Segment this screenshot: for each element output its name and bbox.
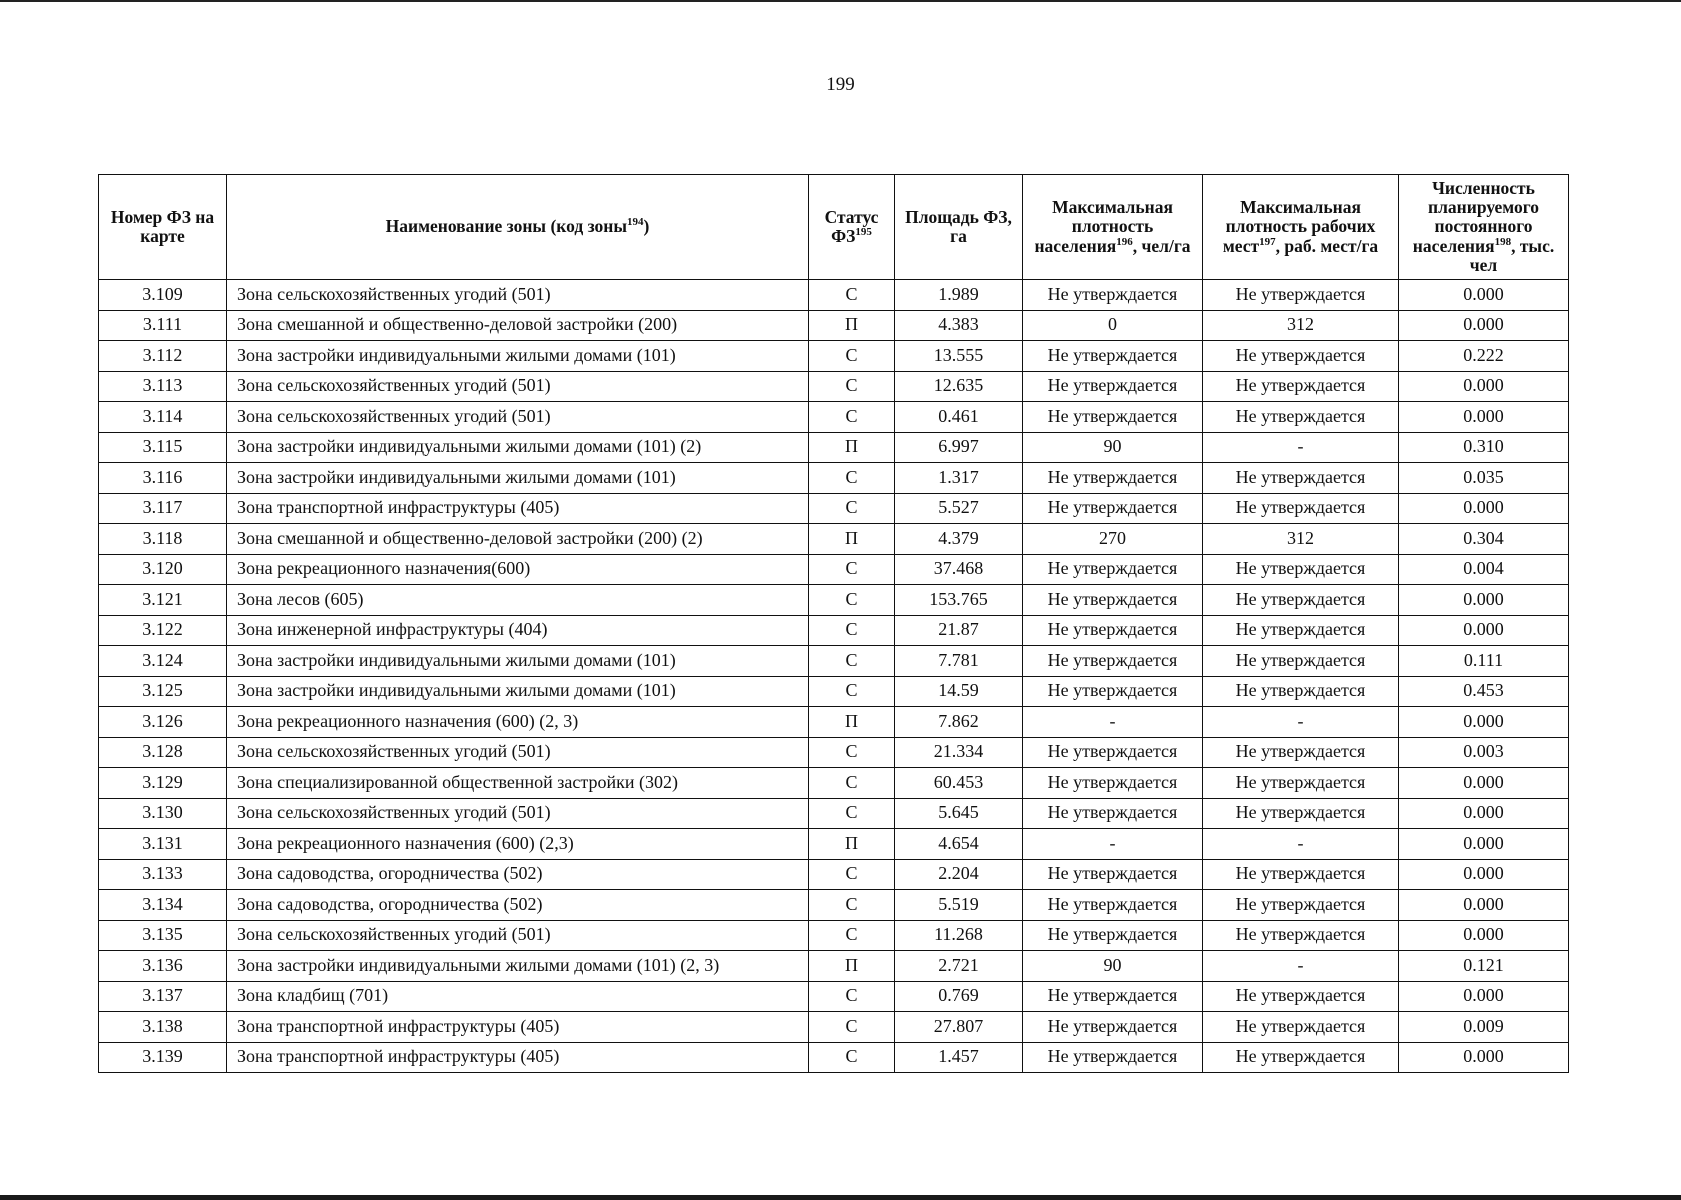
cell-population: 0.304 xyxy=(1399,524,1569,555)
cell-status: С xyxy=(809,1012,895,1043)
table-row xyxy=(99,280,1569,311)
cell-population: 0.009 xyxy=(1399,1012,1569,1043)
cell-name: Зона кладбищ (701) xyxy=(227,981,809,1012)
cell-name: Зона транспортной инфраструктуры (405) xyxy=(227,1042,809,1073)
cell-area: 4.379 xyxy=(895,524,1023,555)
cell-status: С xyxy=(809,981,895,1012)
cell-area: 5.645 xyxy=(895,798,1023,829)
cell-area: 37.468 xyxy=(895,554,1023,585)
cell-status: С xyxy=(809,615,895,646)
cell-pop-density: Не утверждается xyxy=(1023,981,1203,1012)
cell-name: Зона лесов (605) xyxy=(227,585,809,616)
cell-name: Зона сельскохозяйственных угодий (501) xyxy=(227,737,809,768)
cell-population: 0.111 xyxy=(1399,646,1569,677)
cell-pop-density: Не утверждается xyxy=(1023,1012,1203,1043)
cell-status: С xyxy=(809,554,895,585)
cell-job-density: - xyxy=(1203,951,1399,982)
table-row xyxy=(99,1042,1569,1073)
scan-edge-bottom xyxy=(0,1195,1681,1200)
header-status: Статус ФЗ$^{195}$ xyxy=(809,175,895,280)
table-row xyxy=(99,402,1569,433)
cell-status: П xyxy=(809,310,895,341)
cell-pop-density: Не утверждается xyxy=(1023,402,1203,433)
table-row xyxy=(99,585,1569,616)
cell-pop-density: Не утверждается xyxy=(1023,920,1203,951)
cell-status: П xyxy=(809,707,895,738)
cell-job-density: 312 xyxy=(1203,524,1399,555)
cell-population: 0.310 xyxy=(1399,432,1569,463)
cell-population: 0.000 xyxy=(1399,615,1569,646)
cell-population: 0.000 xyxy=(1399,981,1569,1012)
cell-number: 3.129 xyxy=(99,768,227,799)
cell-area: 14.59 xyxy=(895,676,1023,707)
cell-name: Зона сельскохозяйственных угодий (501) xyxy=(227,371,809,402)
cell-area: 2.721 xyxy=(895,951,1023,982)
cell-area: 21.334 xyxy=(895,737,1023,768)
cell-population: 0.000 xyxy=(1399,829,1569,860)
cell-number: 3.115 xyxy=(99,432,227,463)
table-row xyxy=(99,951,1569,982)
header-area: Площадь ФЗ, га xyxy=(895,175,1023,280)
table-row xyxy=(99,920,1569,951)
cell-pop-density: 0 xyxy=(1023,310,1203,341)
cell-area: 5.527 xyxy=(895,493,1023,524)
cell-status: С xyxy=(809,402,895,433)
cell-number: 3.134 xyxy=(99,890,227,921)
cell-job-density: Не утверждается xyxy=(1203,737,1399,768)
cell-name: Зона застройки индивидуальными жилыми домами (101) (2) xyxy=(227,432,809,463)
cell-area: 4.654 xyxy=(895,829,1023,860)
cell-number: 3.138 xyxy=(99,1012,227,1043)
cell-job-density: - xyxy=(1203,432,1399,463)
table-row xyxy=(99,310,1569,341)
cell-area: 60.453 xyxy=(895,768,1023,799)
cell-population: 0.003 xyxy=(1399,737,1569,768)
cell-name: Зона застройки индивидуальными жилыми домами (101) xyxy=(227,676,809,707)
table-row xyxy=(99,432,1569,463)
cell-job-density: Не утверждается xyxy=(1203,554,1399,585)
cell-pop-density: Не утверждается xyxy=(1023,798,1203,829)
cell-population: 0.000 xyxy=(1399,920,1569,951)
cell-number: 3.121 xyxy=(99,585,227,616)
cell-name: Зона сельскохозяйственных угодий (501) xyxy=(227,920,809,951)
cell-pop-density: Не утверждается xyxy=(1023,1042,1203,1073)
cell-job-density: Не утверждается xyxy=(1203,371,1399,402)
cell-job-density: Не утверждается xyxy=(1203,1042,1399,1073)
cell-status: С xyxy=(809,798,895,829)
cell-pop-density: Не утверждается xyxy=(1023,859,1203,890)
cell-name: Зона смешанной и общественно-деловой застройки (200) xyxy=(227,310,809,341)
cell-number: 3.135 xyxy=(99,920,227,951)
cell-pop-density: Не утверждается xyxy=(1023,646,1203,677)
cell-number: 3.118 xyxy=(99,524,227,555)
cell-number: 3.120 xyxy=(99,554,227,585)
cell-job-density: 312 xyxy=(1203,310,1399,341)
cell-population: 0.000 xyxy=(1399,493,1569,524)
table-row xyxy=(99,859,1569,890)
zones-table xyxy=(98,174,1569,1073)
cell-area: 1.457 xyxy=(895,1042,1023,1073)
cell-area: 1.317 xyxy=(895,463,1023,494)
cell-population: 0.222 xyxy=(1399,341,1569,372)
cell-area: 7.862 xyxy=(895,707,1023,738)
cell-number: 3.122 xyxy=(99,615,227,646)
table-row xyxy=(99,554,1569,585)
cell-name: Зона инженерной инфраструктуры (404) xyxy=(227,615,809,646)
cell-number: 3.111 xyxy=(99,310,227,341)
cell-population: 0.000 xyxy=(1399,890,1569,921)
cell-job-density: Не утверждается xyxy=(1203,768,1399,799)
table-row xyxy=(99,737,1569,768)
header-job-density: Максимальная плотность рабочих мест$^{197}$, раб. мест/га xyxy=(1203,175,1399,280)
cell-job-density: Не утверждается xyxy=(1203,402,1399,433)
cell-area: 153.765 xyxy=(895,585,1023,616)
cell-pop-density: Не утверждается xyxy=(1023,768,1203,799)
table-row xyxy=(99,524,1569,555)
table-row xyxy=(99,1012,1569,1043)
cell-job-density: Не утверждается xyxy=(1203,615,1399,646)
cell-name: Зона смешанной и общественно-деловой застройки (200) (2) xyxy=(227,524,809,555)
cell-status: С xyxy=(809,646,895,677)
cell-number: 3.114 xyxy=(99,402,227,433)
cell-name: Зона рекреационного назначения(600) xyxy=(227,554,809,585)
header-pop-density: Максимальная плотность населения$^{196}$, чел/га xyxy=(1023,175,1203,280)
table-row xyxy=(99,371,1569,402)
cell-job-density: Не утверждается xyxy=(1203,890,1399,921)
cell-job-density: - xyxy=(1203,707,1399,738)
cell-population: 0.000 xyxy=(1399,859,1569,890)
cell-job-density: Не утверждается xyxy=(1203,920,1399,951)
cell-pop-density: Не утверждается xyxy=(1023,280,1203,311)
cell-area: 1.989 xyxy=(895,280,1023,311)
page-number: 199 xyxy=(826,74,855,95)
cell-status: С xyxy=(809,463,895,494)
table-row xyxy=(99,798,1569,829)
cell-status: С xyxy=(809,920,895,951)
cell-pop-density: Не утверждается xyxy=(1023,737,1203,768)
table-row xyxy=(99,646,1569,677)
cell-pop-density: Не утверждается xyxy=(1023,676,1203,707)
cell-status: С xyxy=(809,737,895,768)
cell-status: С xyxy=(809,280,895,311)
cell-status: С xyxy=(809,493,895,524)
table-row xyxy=(99,493,1569,524)
cell-status: С xyxy=(809,676,895,707)
cell-area: 13.555 xyxy=(895,341,1023,372)
cell-job-density: Не утверждается xyxy=(1203,341,1399,372)
cell-number: 3.131 xyxy=(99,829,227,860)
cell-population: 0.121 xyxy=(1399,951,1569,982)
cell-pop-density: - xyxy=(1023,829,1203,860)
cell-job-density: Не утверждается xyxy=(1203,981,1399,1012)
cell-area: 0.461 xyxy=(895,402,1023,433)
header-population: Численность планируемого постоянного населения$^{198}$, тыс. чел xyxy=(1399,175,1569,280)
cell-pop-density: Не утверждается xyxy=(1023,341,1203,372)
cell-job-density: Не утверждается xyxy=(1203,859,1399,890)
cell-number: 3.128 xyxy=(99,737,227,768)
cell-pop-density: Не утверждается xyxy=(1023,890,1203,921)
cell-status: П xyxy=(809,524,895,555)
cell-job-density: Не утверждается xyxy=(1203,493,1399,524)
cell-name: Зона застройки индивидуальными жилыми домами (101) xyxy=(227,646,809,677)
cell-name: Зона застройки индивидуальными жилыми домами (101) (2, 3) xyxy=(227,951,809,982)
cell-number: 3.126 xyxy=(99,707,227,738)
cell-pop-density: Не утверждается xyxy=(1023,615,1203,646)
cell-area: 2.204 xyxy=(895,859,1023,890)
cell-job-density: Не утверждается xyxy=(1203,280,1399,311)
cell-number: 3.116 xyxy=(99,463,227,494)
cell-name: Зона сельскохозяйственных угодий (501) xyxy=(227,798,809,829)
scan-edge-top xyxy=(0,0,1681,2)
cell-pop-density: Не утверждается xyxy=(1023,585,1203,616)
cell-number: 3.137 xyxy=(99,981,227,1012)
cell-status: П xyxy=(809,829,895,860)
cell-name: Зона специализированной общественной застройки (302) xyxy=(227,768,809,799)
header-number: Номер ФЗ на карте xyxy=(99,175,227,280)
cell-number: 3.130 xyxy=(99,798,227,829)
cell-population: 0.035 xyxy=(1399,463,1569,494)
cell-population: 0.000 xyxy=(1399,371,1569,402)
cell-number: 3.136 xyxy=(99,951,227,982)
cell-number: 3.133 xyxy=(99,859,227,890)
cell-area: 5.519 xyxy=(895,890,1023,921)
header-name: Наименование зоны (код зоны$^{194}$) xyxy=(227,175,809,280)
table-header-row xyxy=(99,175,1569,280)
cell-population: 0.000 xyxy=(1399,707,1569,738)
table-body xyxy=(99,280,1569,1073)
cell-population: 0.000 xyxy=(1399,798,1569,829)
cell-population: 0.000 xyxy=(1399,280,1569,311)
cell-name: Зона сельскохозяйственных угодий (501) xyxy=(227,280,809,311)
cell-job-density: - xyxy=(1203,829,1399,860)
cell-population: 0.453 xyxy=(1399,676,1569,707)
table-row xyxy=(99,615,1569,646)
cell-status: С xyxy=(809,768,895,799)
table-row xyxy=(99,981,1569,1012)
cell-population: 0.000 xyxy=(1399,310,1569,341)
cell-number: 3.112 xyxy=(99,341,227,372)
cell-number: 3.125 xyxy=(99,676,227,707)
cell-number: 3.139 xyxy=(99,1042,227,1073)
table-row xyxy=(99,341,1569,372)
cell-pop-density: Не утверждается xyxy=(1023,554,1203,585)
cell-number: 3.109 xyxy=(99,280,227,311)
cell-job-density: Не утверждается xyxy=(1203,798,1399,829)
cell-pop-density: 90 xyxy=(1023,432,1203,463)
cell-area: 7.781 xyxy=(895,646,1023,677)
cell-name: Зона садоводства, огородничества (502) xyxy=(227,859,809,890)
cell-name: Зона рекреационного назначения (600) (2,3) xyxy=(227,829,809,860)
cell-status: С xyxy=(809,585,895,616)
table-row xyxy=(99,768,1569,799)
cell-name: Зона рекреационного назначения (600) (2, 3) xyxy=(227,707,809,738)
cell-name: Зона застройки индивидуальными жилыми домами (101) xyxy=(227,341,809,372)
cell-population: 0.000 xyxy=(1399,1042,1569,1073)
cell-pop-density: Не утверждается xyxy=(1023,371,1203,402)
cell-population: 0.004 xyxy=(1399,554,1569,585)
cell-area: 6.997 xyxy=(895,432,1023,463)
cell-job-density: Не утверждается xyxy=(1203,676,1399,707)
cell-pop-density: Не утверждается xyxy=(1023,493,1203,524)
cell-job-density: Не утверждается xyxy=(1203,1012,1399,1043)
cell-pop-density: - xyxy=(1023,707,1203,738)
table-row xyxy=(99,829,1569,860)
cell-population: 0.000 xyxy=(1399,402,1569,433)
cell-area: 0.769 xyxy=(895,981,1023,1012)
cell-status: С xyxy=(809,341,895,372)
cell-status: С xyxy=(809,1042,895,1073)
cell-status: С xyxy=(809,859,895,890)
cell-population: 0.000 xyxy=(1399,585,1569,616)
table-row xyxy=(99,463,1569,494)
cell-status: П xyxy=(809,951,895,982)
cell-job-density: Не утверждается xyxy=(1203,646,1399,677)
cell-job-density: Не утверждается xyxy=(1203,585,1399,616)
cell-area: 4.383 xyxy=(895,310,1023,341)
cell-pop-density: 270 xyxy=(1023,524,1203,555)
cell-status: С xyxy=(809,371,895,402)
cell-pop-density: 90 xyxy=(1023,951,1203,982)
table-row xyxy=(99,707,1569,738)
cell-number: 3.124 xyxy=(99,646,227,677)
cell-name: Зона сельскохозяйственных угодий (501) xyxy=(227,402,809,433)
cell-area: 21.87 xyxy=(895,615,1023,646)
cell-area: 12.635 xyxy=(895,371,1023,402)
table-row xyxy=(99,890,1569,921)
cell-name: Зона транспортной инфраструктуры (405) xyxy=(227,1012,809,1043)
cell-name: Зона садоводства, огородничества (502) xyxy=(227,890,809,921)
cell-area: 27.807 xyxy=(895,1012,1023,1043)
cell-job-density: Не утверждается xyxy=(1203,463,1399,494)
cell-area: 11.268 xyxy=(895,920,1023,951)
cell-status: С xyxy=(809,890,895,921)
cell-name: Зона застройки индивидуальными жилыми домами (101) xyxy=(227,463,809,494)
cell-number: 3.113 xyxy=(99,371,227,402)
cell-name: Зона транспортной инфраструктуры (405) xyxy=(227,493,809,524)
cell-status: П xyxy=(809,432,895,463)
cell-pop-density: Не утверждается xyxy=(1023,463,1203,494)
cell-population: 0.000 xyxy=(1399,768,1569,799)
cell-number: 3.117 xyxy=(99,493,227,524)
table-row xyxy=(99,676,1569,707)
